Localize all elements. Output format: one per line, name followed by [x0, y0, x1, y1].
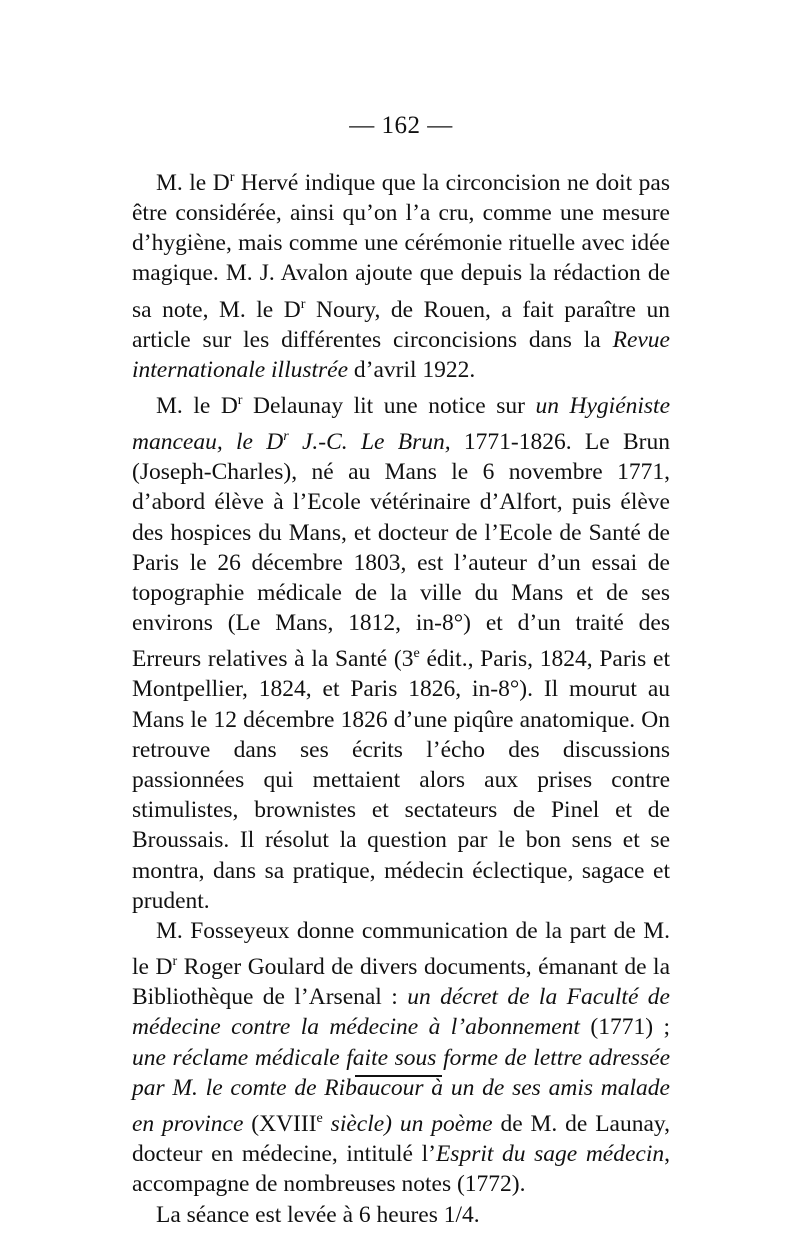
text-run: édit., Paris, 1824, Paris et Montpellier, 1824, et Paris 1826, in-8°). Il mourut au Mans le 12 décembre 1826 d’une piqûre anatomique. On retrouve dans ses écrits l’écho des discussions passionnées qui mettaient alors aux prises contre stimulistes, brownistes et sectateurs de Pinel et de Broussais. Il résolut la question par le bon sens et se montra, dans sa pratique, médecin éclectique, sagace et prudent. — [132, 646, 670, 914]
text-run: de M. de Launay, docteur en médecine, intitulé l’ — [132, 1110, 671, 1168]
text-run: M. Fosseyeux donne communication de la part de M. le D — [132, 918, 670, 981]
text-run: M. le D — [156, 169, 230, 196]
text-run: r — [229, 169, 235, 185]
text-run: , accompagne de nombreuses notes (1772). — [132, 1141, 670, 1198]
text-run: J.-C. Le Brun, — [288, 428, 451, 455]
text-run: d’avril 1922. — [348, 356, 476, 383]
text-run: Revue internationale illustrée — [132, 326, 670, 383]
text-run: un décret de la Faculté de médecine contre la médecine à l’abonnement — [132, 984, 670, 1041]
text-run: (XVIII — [243, 1110, 317, 1137]
text-run: r — [172, 953, 178, 970]
text-run: r — [300, 295, 306, 312]
paragraph — [132, 162, 670, 385]
text-run: Delaunay lit une notice sur — [242, 392, 536, 419]
paragraph — [132, 385, 670, 916]
end-rule — [355, 1075, 442, 1077]
text-run: 1771-1826. Le Brun (Joseph-Charles), né au Mans le 6 novembre 1771, d’abord élève à l’Ecole vétérinaire d’Alfort, puis élève des hospices du Mans, et docteur de l’Ecole de Santé de Paris le 26 décembre 1803, est l’auteur d’un essai de topographie médicale de la ville du Mans et de ses environs (Le Mans, 1812, in-8°) et d’un traité des Erreurs relatives à la Santé (3 — [132, 428, 670, 673]
text-run: Hervé indique que la circoncision ne doit pas être considérée, ainsi qu’on l’a cru, comme une mesure d’hygiène, mais comme une cérémonie rituelle avec idée magique. M. J. Avalon ajoute que depuis la rédaction de sa note, M. le D — [132, 169, 671, 323]
text-run: Noury, de Rouen, a fait paraître un article sur les différentes circoncisions dans la — [132, 296, 670, 353]
page-body — [132, 112, 670, 1230]
text-run: une réclame médicale faite sous forme de lettre adressée par M. le comte de Ribaucour à un de ses amis malade en province — [132, 1044, 670, 1137]
paragraph — [132, 916, 670, 1199]
text-run: e — [316, 1110, 323, 1127]
paragraph — [132, 1200, 670, 1230]
text-run: r — [283, 428, 289, 445]
text-run: siècle) un poème — [322, 1110, 493, 1137]
text-run: La séance est levée à 6 heures 1/4. — [156, 1201, 480, 1228]
text-block — [132, 162, 670, 1230]
text-run: un Hygiéniste manceau, le D — [132, 392, 671, 455]
text-run: M. le D — [156, 392, 238, 419]
text-run: Roger Goulard de divers documents, émanant de la Bibliothèque de l’Arsenal : — [132, 954, 670, 1011]
page-number: — 162 — — [349, 112, 453, 139]
text-run: Esprit du sage médecin — [435, 1141, 665, 1168]
text-run: r — [237, 392, 243, 409]
text-run: e — [413, 645, 420, 662]
text-run: (1771) ; — [579, 1014, 670, 1041]
